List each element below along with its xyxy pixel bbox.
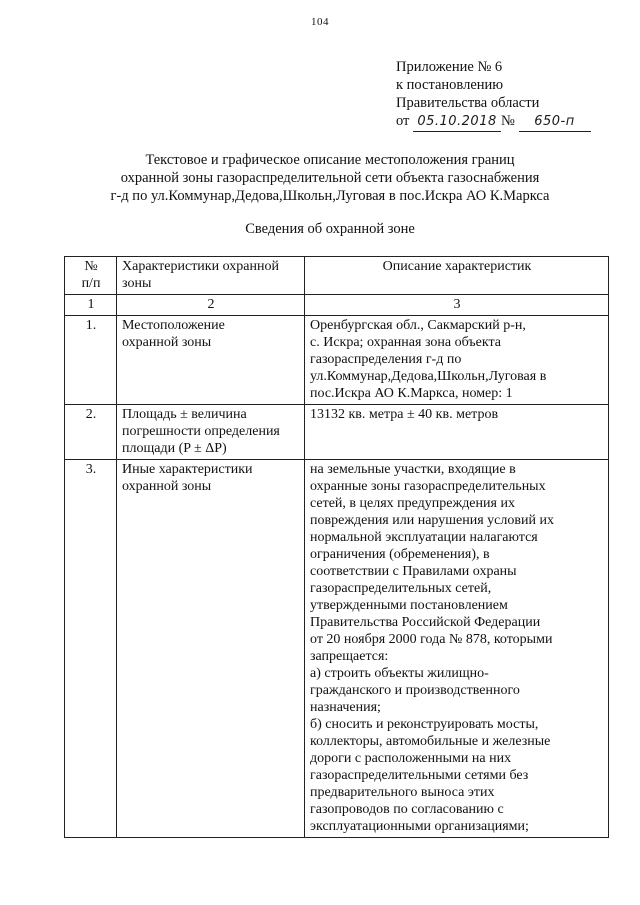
row-number: 2. <box>65 405 117 460</box>
protection-zone-table <box>64 256 609 838</box>
description-line: охранные зоны газораспределительных <box>310 479 546 494</box>
row-description <box>305 460 609 838</box>
description-line: сетей, в целях предупреждения их <box>310 496 515 511</box>
document-title-line-2: охранной зоны газораспределительной сети объекта газоснабжения <box>120 170 540 186</box>
description-line: б) сносить и реконструировать мосты, <box>310 717 539 732</box>
number-sign: № <box>501 113 515 129</box>
description-line: повреждения или нарушения условий их <box>310 513 554 528</box>
characteristic-line: Местоположение <box>122 318 225 333</box>
description-line: ул.Коммунар,Дедова,Школьн,Луговая в <box>310 369 547 384</box>
header-number-pp: п/п <box>81 276 101 291</box>
table-header-row <box>65 257 609 295</box>
description-line: предварительного выноса этих <box>310 785 495 800</box>
description-line: нормальной эксплуатации налагаются <box>310 530 538 545</box>
index-cell-2: 2 <box>117 295 305 316</box>
appendix-line-government: Правительства области <box>396 95 540 111</box>
document-title-line-3: г-д по ул.Коммунар,Дедова,Школьн,Луговая в пос.Искра АО К.Маркса <box>110 188 550 204</box>
header-number <box>65 257 117 295</box>
table-index-row <box>65 295 609 316</box>
description-line: газораспределительными сетями без <box>310 768 529 783</box>
row-characteristic <box>117 460 305 838</box>
description-line: эксплуатационными организациями; <box>310 819 529 834</box>
characteristic-line: площади (P ± ΔP) <box>122 441 227 456</box>
characteristic-line: Площадь ± величина <box>122 407 247 422</box>
characteristic-line: охранной зоны <box>122 479 212 494</box>
header-description: Описание характеристик <box>305 257 609 295</box>
description-line: утвержденными постановлением <box>310 598 508 613</box>
document-title <box>60 151 600 205</box>
document-title-line-1: Текстовое и графическое описание местоположения границ <box>145 152 515 168</box>
header-number-sign: № <box>84 259 98 274</box>
description-line: от 20 ноября 2000 года № 878, которыми <box>310 632 553 647</box>
appendix-date-number-line <box>396 112 591 132</box>
index-cell-3: 3 <box>305 295 609 316</box>
characteristic-line: охранной зоны <box>122 335 212 350</box>
header-characteristics: Характеристики охранной зоны <box>117 257 305 295</box>
description-line: Правительства Российской Федерации <box>310 615 541 630</box>
appendix-line-to-resolution: к постановлению <box>396 77 504 93</box>
description-line: назначения; <box>310 700 381 715</box>
description-line: запрещается: <box>310 649 389 664</box>
description-line: коллекторы, автомобильные и железные <box>310 734 551 749</box>
description-line: газораспределительных сетей, <box>310 581 492 596</box>
description-line: газопроводов по согласованию с <box>310 802 504 817</box>
handwritten-date: 05.10.2018 <box>413 113 501 132</box>
description-line: 13132 кв. метра ± 40 кв. метров <box>310 407 499 422</box>
description-line: дороги с расположенными на них <box>310 751 512 766</box>
description-line: на земельные участки, входящие в <box>310 462 516 477</box>
row-characteristic <box>117 405 305 460</box>
characteristic-line: Иные характеристики <box>122 462 253 477</box>
description-line: с. Искра; охранная зона объекта <box>310 335 501 350</box>
page-number: 104 <box>311 16 329 28</box>
row-description <box>305 405 609 460</box>
description-line: пос.Искра АО К.Маркса, номер: 1 <box>310 386 513 401</box>
description-line: гражданского и производственного <box>310 683 520 698</box>
description-line: а) строить объекты жилищно- <box>310 666 489 681</box>
row-number: 1. <box>65 316 117 405</box>
appendix-title: Приложение № 6 <box>396 59 503 75</box>
characteristic-line: погрешности определения <box>122 424 280 439</box>
handwritten-number: 650-п <box>519 113 591 132</box>
description-line: соответствии с Правилами охраны <box>310 564 517 579</box>
table-row <box>65 316 609 405</box>
section-title: Сведения об охранной зоне <box>245 221 415 237</box>
row-characteristic <box>117 316 305 405</box>
description-line: ограничения (обременения), в <box>310 547 490 562</box>
row-number: 3. <box>65 460 117 838</box>
date-prefix: от <box>396 113 410 129</box>
index-cell-1: 1 <box>65 295 117 316</box>
table-row <box>65 460 609 838</box>
appendix-block <box>396 58 591 132</box>
table-row <box>65 405 609 460</box>
description-line: Оренбургская обл., Сакмарский р-н, <box>310 318 526 333</box>
description-line: газораспределения г-д по <box>310 352 462 367</box>
row-description <box>305 316 609 405</box>
